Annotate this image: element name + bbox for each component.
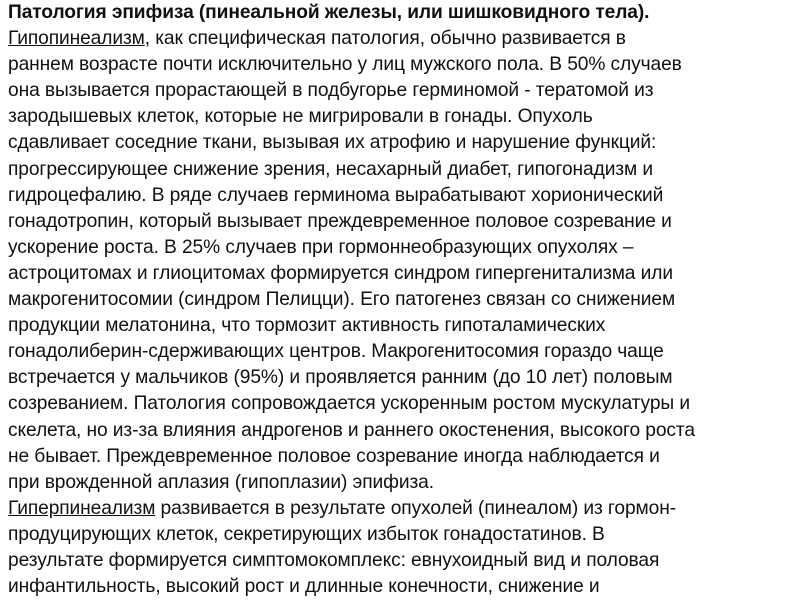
line-text: продукции мелатонина, что тормозит активность гипоталамических xyxy=(8,315,606,337)
line-text: раннем возрасте почти исключительно у лиц мужского пола. В 50% случаев xyxy=(8,54,682,76)
text-line xyxy=(8,26,794,52)
line-text: скелета, но из-за влияния андрогенов и раннего окостенения, высокого роста xyxy=(8,419,695,441)
line-text: , как специфическая патология, обычно развивается в xyxy=(144,28,626,50)
text-line xyxy=(8,157,794,183)
line-text: зародышевых клеток, которые не мигрировали в гонады. Опухоль xyxy=(8,106,593,128)
line-text: не бывает. Преждевременное половое созревание иногда наблюдается и xyxy=(8,445,660,467)
line-text: инфантильность, высокий рост и длинные конечности, снижение и xyxy=(8,576,600,598)
line-text: прогрессирующее снижение зрения, несахарный диабет, гипогонадизм и xyxy=(8,158,653,180)
text-line xyxy=(8,444,794,470)
text-line xyxy=(8,287,794,313)
line-text: гонадолиберин-сдерживающих центров. Макрогенитосомия гораздо чаще xyxy=(8,341,664,363)
term-hypopinealism: Гипопинеализм xyxy=(8,28,145,50)
line-text: ускорение роста. В 25% случаев при гормоннеобразующих опухолях – xyxy=(8,236,634,258)
text-line xyxy=(8,183,794,209)
title-text: Патология эпифиза (пинеальной железы, или шишковидного тела). xyxy=(8,2,650,23)
line-text: результате формируется симптомокомплекс: евнухоидный вид и половая xyxy=(8,549,660,571)
text-line xyxy=(8,235,794,261)
slide-text xyxy=(8,0,794,600)
text-line xyxy=(8,496,794,522)
text-line xyxy=(8,365,794,391)
line-text: макрогенитосомии (синдром Пелицци). Его патогенез связан со снижением xyxy=(8,289,676,311)
line-text: астроцитомах и глиоцитомах формируется синдром гипергенитализма или xyxy=(8,262,673,284)
text-line xyxy=(8,52,794,78)
slide-title xyxy=(8,0,794,26)
text-line xyxy=(8,548,794,574)
text-line xyxy=(8,470,794,496)
text-line xyxy=(8,418,794,444)
line-text: при врожденной аплазия (гипоплазии) эпифиза. xyxy=(8,471,434,493)
line-text: развивается в результате опухолей (пинеалом) из гормон- xyxy=(155,497,676,519)
line-text: продуцирующих клеток, секретирующих избыток гонадостатинов. В xyxy=(8,523,605,545)
text-line xyxy=(8,130,794,156)
text-line xyxy=(8,391,794,417)
term-hyperpinealism: Гиперпинеализм xyxy=(8,497,156,519)
line-text: сдавливает соседние ткани, вызывая их атрофию и нарушение функций: xyxy=(8,132,657,154)
line-text: созреванием. Патология сопровождается ускоренным ростом мускулатуры и xyxy=(8,393,690,415)
text-line xyxy=(8,574,794,600)
line-text: она вызывается прорастающей в подбугорье герминомой - тератомой из xyxy=(8,80,654,102)
line-text: гидроцефалию. В ряде случаев герминома вырабатывают хорионический xyxy=(8,184,664,206)
text-line xyxy=(8,78,794,104)
text-line xyxy=(8,261,794,287)
line-text: встречается у мальчиков (95%) и проявляется ранним (до 10 лет) половым xyxy=(8,367,673,389)
text-line xyxy=(8,313,794,339)
line-text: гонадотропин, который вызывает преждевременное половое созревание и xyxy=(8,210,672,232)
text-line xyxy=(8,339,794,365)
text-line xyxy=(8,104,794,130)
text-line xyxy=(8,522,794,548)
text-line xyxy=(8,209,794,235)
